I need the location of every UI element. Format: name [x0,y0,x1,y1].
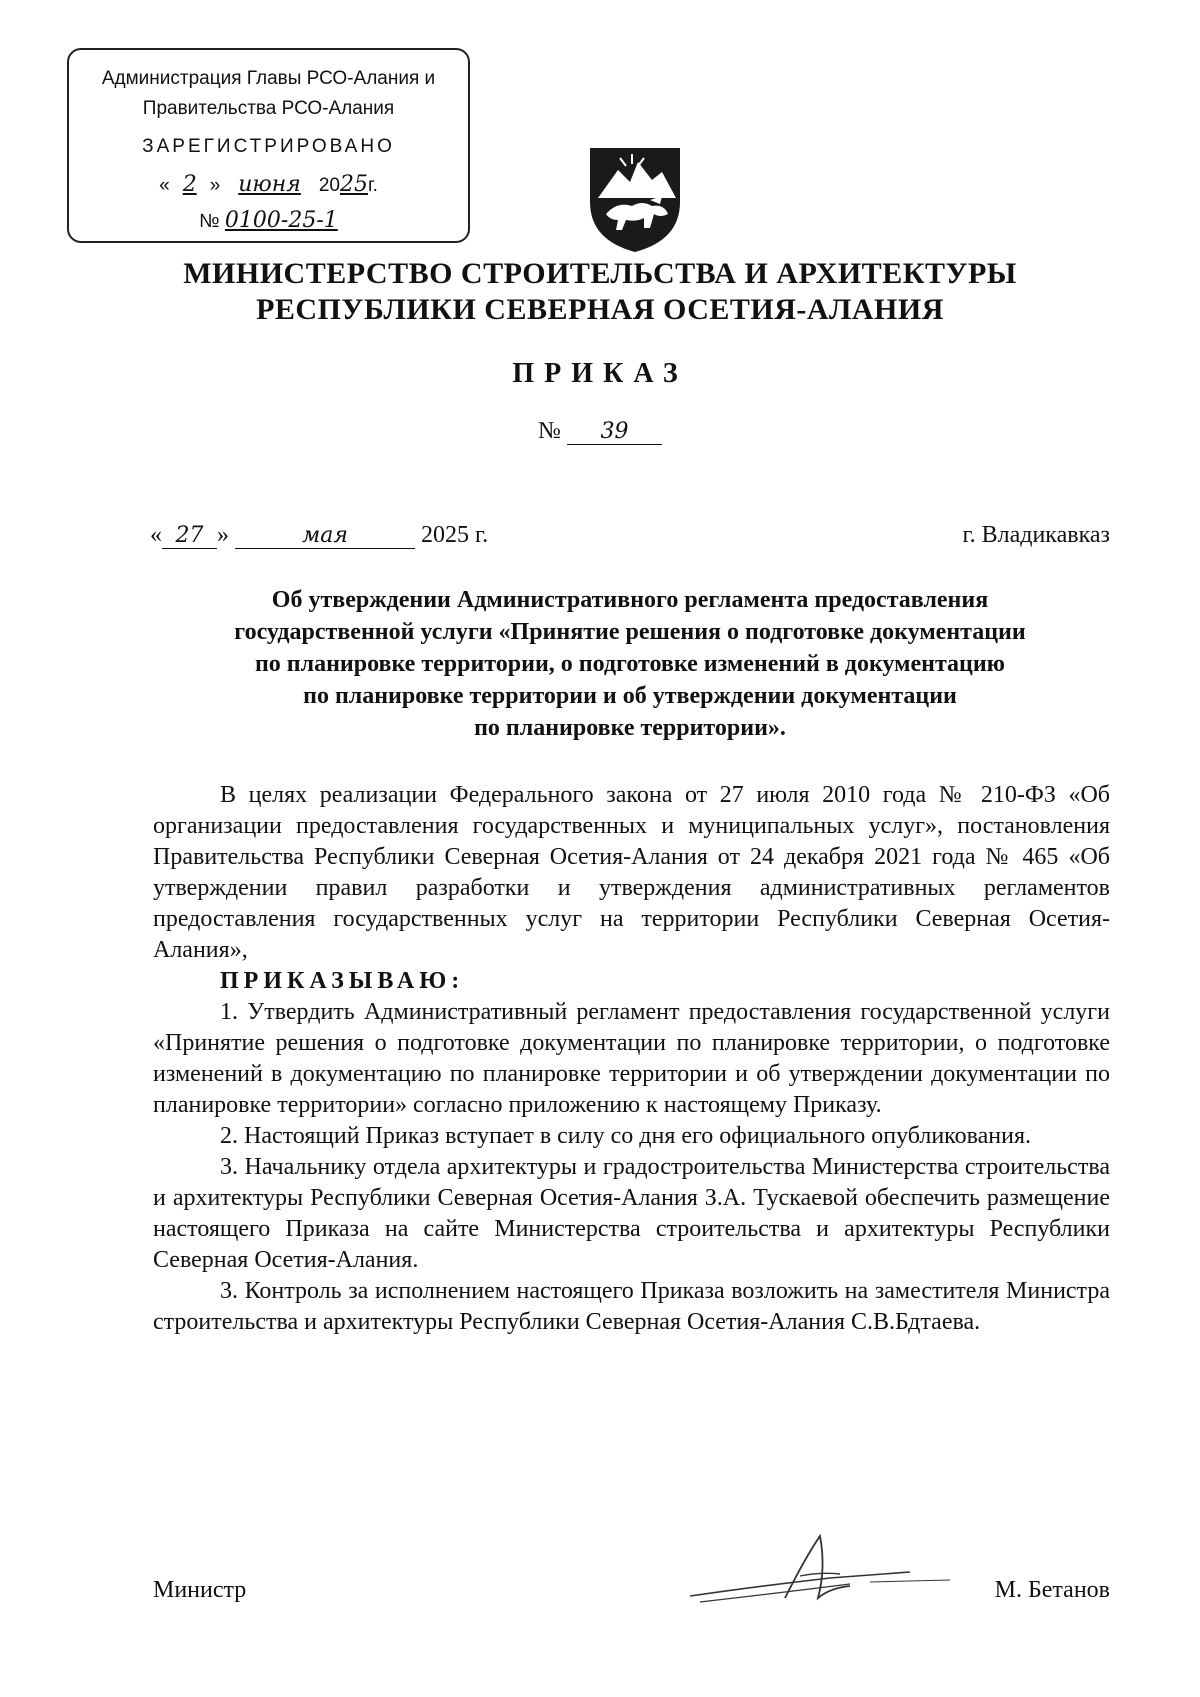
preamble-paragraph: В целях реализации Федерального закона от 27 июля 2010 года № 210-ФЗ «Об организации предоставления государственных и муниципальных услуг», постановления Правительства Республики Северная Осетия-Алания от 24 декабря 2021 года № 465 «Об утверждении правил разработки и утверждения административных регламентов предоставления государственных услуг на территории Республики Северная Осетия-Алания», [153,782,1110,963]
subject-line-3: по планировке территории, о подготовке изменений в документацию [254,651,1006,677]
stamp-date: « 2 » июня 2025г. [159,172,378,197]
subject-line-4: по планировке территории и об утверждении документации [303,683,957,709]
item-3-paragraph: 3. Начальнику отдела архитектуры и градостроительства Министерства строительства и архитектуры Республики Северная Осетия-Алания З.А. Тускаевой обеспечить размещение настоящего Приказа на сайте Министерства строительства и архитектуры Республики Северная Осетия-Алания. [153,1154,1110,1273]
registration-stamp [67,48,470,243]
ministry-line-2: РЕСПУБЛИКИ СЕВЕРНАЯ ОСЕТИЯ-АЛАНИЯ [256,293,944,326]
date-open-quote: « [150,522,162,548]
ministry-line-1: МИНИСТЕРСТВО СТРОИТЕЛЬСТВА И АРХИТЕКТУРЫ [183,257,1017,290]
stamp-year-unit: г. [367,175,378,196]
stamp-number-value: 0100-25-1 [224,208,338,233]
subject-line-2: государственной услуги «Принятие решения о подготовке документации [234,619,1026,645]
date-year: 2025 г. [421,522,489,548]
subject-line-5: по планировке территории». [474,715,786,741]
stamp-year-suffix: 25 [339,172,368,197]
date-city: г. Владикавказ [962,522,1110,548]
order-number [0,418,1200,445]
stamp-year-prefix: 20 [318,175,340,196]
subject-line-1: Об утверждении Административного регламента предоставления [271,587,989,613]
stamp-line-1: Администрация Главы РСО-Алания и [101,68,436,89]
signer-position: Министр [153,1577,247,1603]
date-close-quote: » [217,522,229,548]
stamp-line-2: Правительства РСО-Алания [142,98,395,119]
item-1-paragraph: 1. Утвердить Административный регламент предоставления государственной услуги «Принятие решения о подготовке документации по планировке территории, о подготовке изменений в документацию по планировке территории и об утверждении документации по планировке территории» согласно приложению к настоящему Приказу. [153,999,1110,1118]
stamp-registered: ЗАРЕГИСТРИРОВАНО [142,136,395,157]
coat-of-arms-icon [580,140,690,255]
item-4-paragraph: 3. Контроль за исполнением настоящего Приказа возложить на заместителя Министра строительства и архитектуры Республики Северная Осетия-Алания С.В.Бдтаева. [153,1278,1110,1335]
item-2-paragraph: 2. Настоящий Приказ вступает в силу со дня его официального опубликования. [220,1123,1032,1149]
order-number-label: № [538,418,561,444]
order-title: ПРИКАЗ [512,358,688,389]
order-number-value: 39 [567,419,662,445]
signature-row [153,1577,1110,1604]
stamp-day: 2 [182,172,197,197]
ministry-header [0,256,1200,328]
date-day: 27 [162,523,217,549]
signer-name: М. Бетанов [994,1577,1110,1603]
handwritten-signature [680,1528,960,1618]
date-month: мая [235,523,415,549]
stamp-number-label: № [199,211,220,232]
date-line [150,522,1110,549]
stamp-number [69,208,468,233]
stamp-month: июня [238,172,301,197]
order-word: ПРИКАЗЫВАЮ: [220,968,465,994]
order-subject [150,584,1110,744]
order-body [153,780,1110,1338]
